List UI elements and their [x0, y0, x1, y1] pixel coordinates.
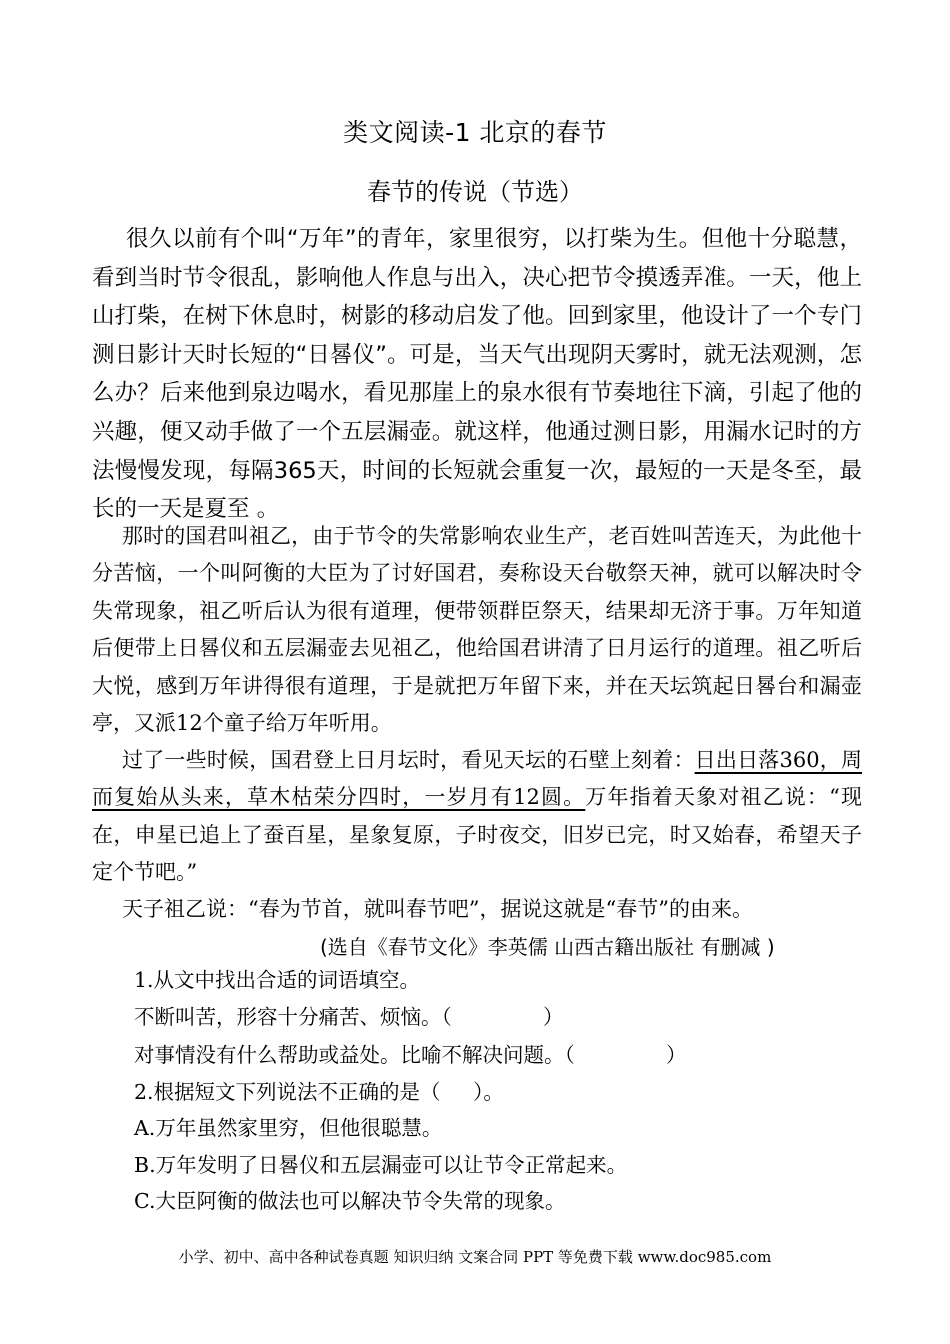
paragraph-4: 天子祖乙说：“春为节首，就叫春节吧”，据说这就是“春节”的由来。: [122, 897, 753, 921]
paragraph-3-rest: 万年指着天象对祖乙说：“现在，申星已追上了蚕百星，星象复原，子时夜交，旧岁已完，时又始春，希望天子定个节吧。”: [92, 785, 862, 885]
question-1-item-b: 对事情没有什么帮助或益处。比喻不解决问题。（ ）: [134, 1043, 687, 1067]
footer-text: 小学、初中、高中各种试卷真题 知识归纳 文案合同 PPT 等免费下载 www.doc985.com: [178, 1248, 772, 1266]
paragraph-3: [92, 742, 862, 892]
paragraph-3-intro: 过了一些时候，国君登上日月坛时，看见天坛的石壁上刻着：: [122, 748, 695, 772]
paragraph-2: 那时的国君叫祖乙，由于节令的失常影响农业生产，老百姓叫苦连天，为此他十分苦恼，一个叫阿衡的大臣为了讨好国君，奏称设天台敬祭天神，就可以解决时令失常现象，祖乙听后认为很有道理，便带领群臣祭天，结果却无济于事。万年知道后便带上日晷仪和五层漏壶去见祖乙，他给国君讲清了日月运行的道理。祖乙听后大悦，感到万年讲得很有道理，于是就把万年留下来，并在天坛筑起日晷台和漏壶亭，又派12个童子给万年听用。: [92, 524, 862, 736]
option-c: C.大臣阿衡的做法也可以解决节令失常的现象。: [134, 1189, 566, 1213]
source-citation: (选自《春节文化》李英儒 山西古籍出版社 有删减 ): [320, 935, 775, 959]
question-1: 1.从文中找出合适的词语填空。: [134, 968, 421, 992]
underlined-inscription: 日出日落360，周而复始从头来，草木枯荣分四时，一岁月有12圆。: [92, 748, 862, 810]
option-b: B.万年发明了日晷仪和五层漏壶可以让节令正常起来。: [134, 1153, 628, 1177]
doc-title: 类文阅读-1 北京的春节: [343, 118, 607, 147]
doc-subtitle: 春节的传说（节选）: [367, 178, 583, 206]
paragraph-1: 很久以前有个叫“万年”的青年，家里很穷，以打柴为生。但他十分聪慧，看到当时节令很乱，影响他人作息与出入，决心把节令摸透弄准。一天，他上山打柴，在树下休息时，树影的移动启发了他。回到家里，他设计了一个专门测日影计天时长短的“日晷仪”。可是，当天气出现阴天雾时，就无法观测，怎么办？后来他到泉边喝水，看见那崖上的泉水很有节奏地往下滴，引起了他的兴趣，便又动手做了一个五层漏壶。就这样，他通过测日影，用漏水记时的方法慢慢发现，每隔365天，时间的长短就会重复一次，最短的一天是冬至，最长的一天是夏至 。: [92, 226, 862, 523]
option-a: A.万年虽然家里穷，但他很聪慧。: [134, 1116, 443, 1140]
question-1-item-a: 不断叫苦，形容十分痛苦、烦恼。（ ）: [134, 1005, 564, 1029]
question-2: 2.根据短文下列说法不正确的是（ ）。: [134, 1080, 504, 1104]
